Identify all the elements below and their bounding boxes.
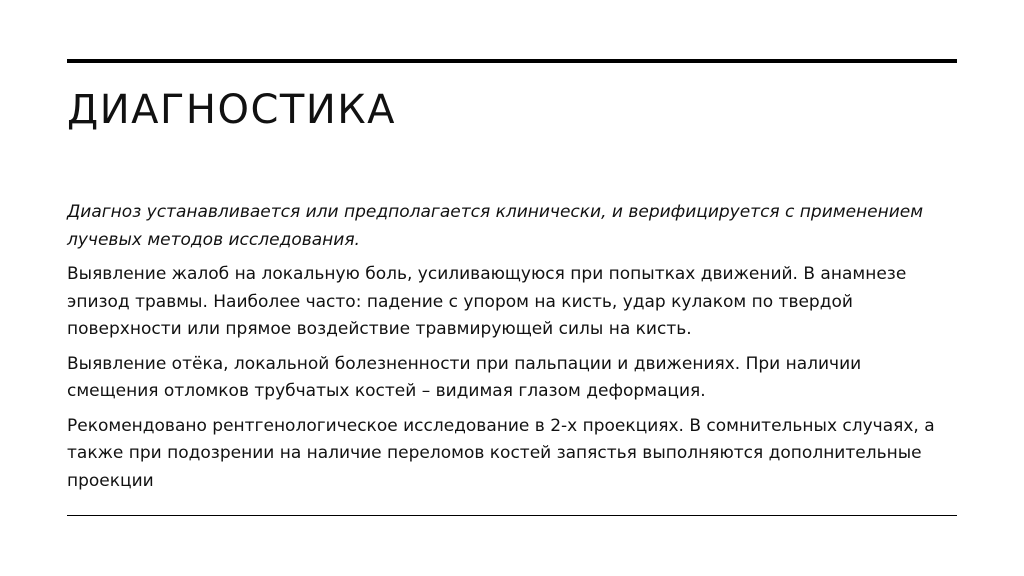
slide-body (67, 199, 947, 502)
body-paragraph-diagnosis: Диагноз устанавливается или предполагается клинически, и верифицируется с применением лучевых методов исследования. (67, 202, 924, 250)
slide-title: ДИАГНОСТИКА (67, 87, 397, 133)
top-divider (67, 59, 957, 63)
body-paragraph-imaging: Рекомендовано рентгенологическое исследование в 2-х проекциях. В сомнительных случаях, а также при подозрении на наличие переломов костей запястья выполняются дополнительные проекции (67, 415, 935, 491)
body-paragraph-complaints: Выявление жалоб на локальную боль, усиливающуюся при попытках движений. В анамнезе эпизод травмы. Наиболее часто: падение с упором на кисть, удар кулаком по твердой поверхности или прямое воздействие травмирующей силы на кисть. (67, 264, 907, 339)
bottom-divider (67, 515, 957, 516)
body-paragraph-examination: Выявление отёка, локальной болезненности при пальпации и движениях. При наличии смещения отломков трубчатых костей – видимая глазом деформация. (67, 353, 862, 401)
